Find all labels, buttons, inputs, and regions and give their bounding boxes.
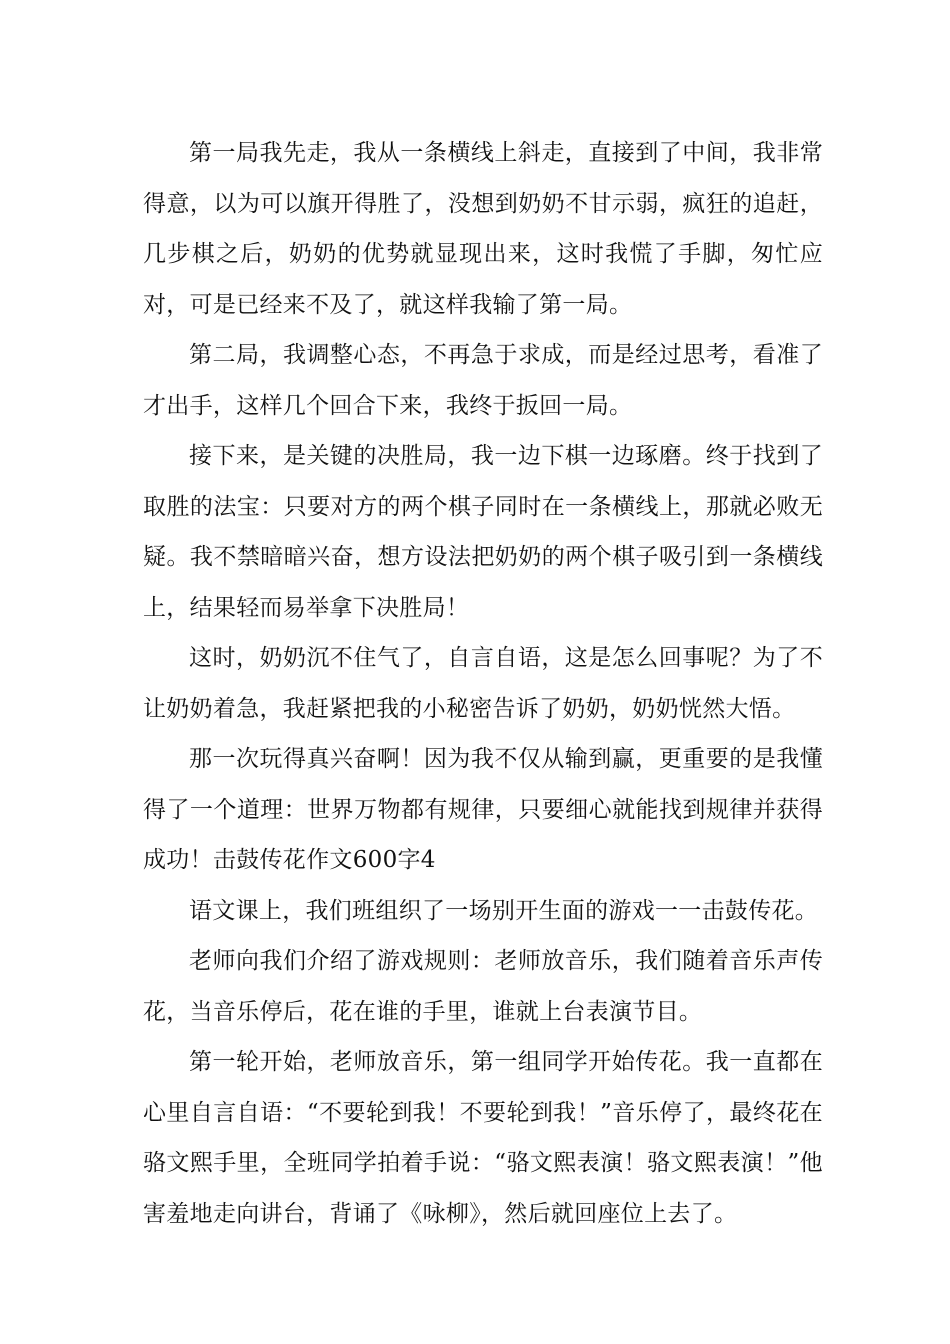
- paragraph: 第一局我先走，我从一条横线上斜走，直接到了中间，我非常得意，以为可以旗开得胜了，没想到奶奶不甘示弱，疯狂的追赶，几步棋之后，奶奶的优势就显现出来，这时我慌了手脚，匆忙应对，可是已经来不及了，就这样我输了第一局。: [143, 140, 823, 318]
- paragraph: 第一轮开始，老师放音乐，第一组同学开始传花。我一直都在心里自言自语：“不要轮到我！不要轮到我！”音乐停了，最终花在骆文熙手里，全班同学拍着手说：“骆文熙表演！骆文熙表演！”他害羞地走向讲台，背诵了《咏柳》，然后就回座位上去了。: [143, 1049, 823, 1227]
- paragraph: 接下来，是关键的决胜局，我一边下棋一边琢磨。终于找到了取胜的法宝：只要对方的两个棋子同时在一条横线上，那就必败无疑。我不禁暗暗兴奋，想方设法把奶奶的两个棋子吸引到一条横线上，结果轻而易举拿下决胜局！: [143, 443, 823, 621]
- paragraph: 这时，奶奶沉不住气了，自言自语，这是怎么回事呢？为了不让奶奶着急，我赶紧把我的小秘密告诉了奶奶，奶奶恍然大悟。: [143, 645, 823, 722]
- paragraph: 第二局，我调整心态，不再急于求成，而是经过思考，看准了才出手，这样几个回合下来，我终于扳回一局。: [143, 342, 823, 419]
- paragraph: 老师向我们介绍了游戏规则：老师放音乐，我们随着音乐声传花，当音乐停后，花在谁的手里，谁就上台表演节目。: [143, 948, 823, 1025]
- paragraph: 语文课上，我们班组织了一场别开生面的游戏一一击鼓传花。: [189, 897, 819, 924]
- document-body: [143, 128, 823, 1239]
- paragraph: 那一次玩得真兴奋啊！因为我不仅从输到赢，更重要的是我懂得了一个道理：世界万物都有规律，只要细心就能找到规律并获得成功！击鼓传花作文600字4: [143, 746, 823, 873]
